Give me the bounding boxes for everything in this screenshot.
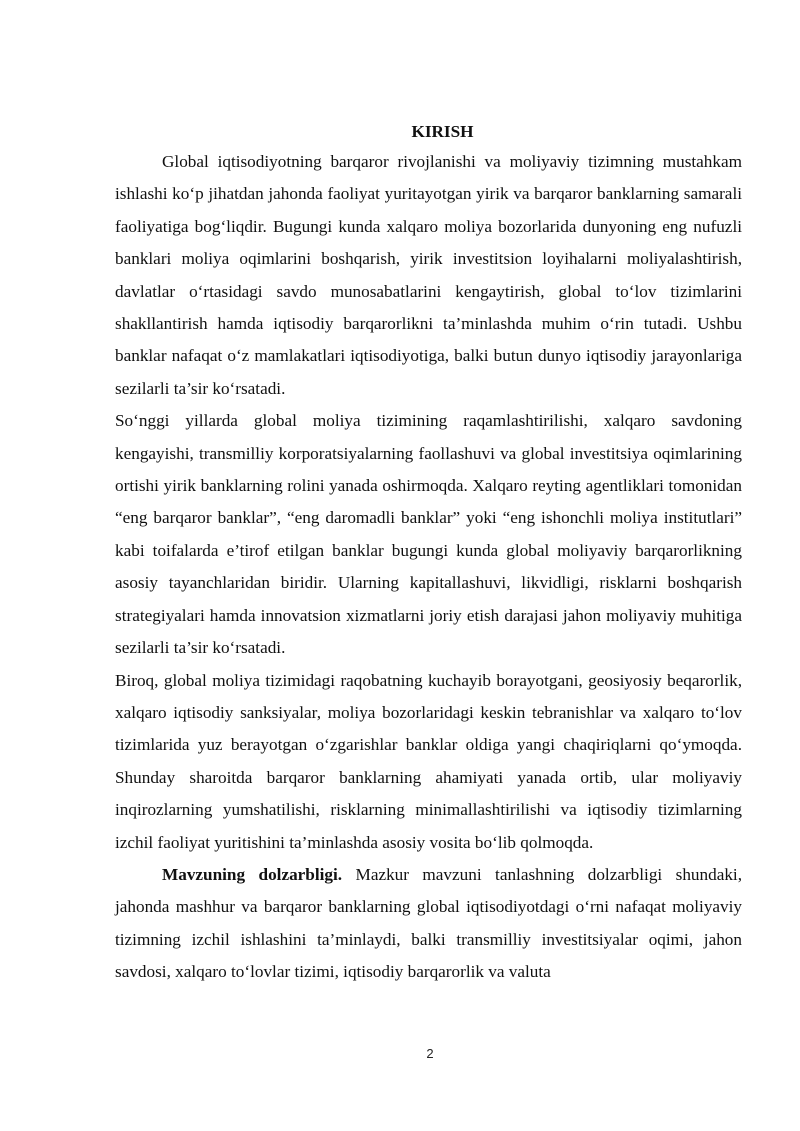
relevance-lead: Mavzuning dolzarbligi. (162, 864, 343, 884)
paragraph-recent-years: So‘nggi yillarda global moliya tizimining raqamlashtirilishi, xalqaro savdoning kengayishi, transmilliy korporatsiyalarning faollashuvi va global investitsiya oqimlarining ortishi yirik banklarning rolini yanada oshirmoqda. Xalqaro reyting agentliklari tomonidan “eng barqaror banklar”, “eng daromadli banklar” yoki “eng ishonchli moliya institutlari” kabi toifalarda e’tirof etilgan banklar bugungi kunda global moliyaviy barqarorlikning asosiy tayanchlaridan biridir. Ularning kapitallashuvi, likvidligi, risklarni boshqarish strategiyalari hamda innovatsion xizmatlarni joriy etish darajasi jahon moliyaviy muhitiga sezilarli ta’sir ko‘rsatadi. (115, 411, 742, 658)
document-body (115, 118, 742, 989)
paragraph-relevance (115, 859, 742, 989)
section-heading: KIRISH (411, 122, 474, 141)
paragraph-intro: Global iqtisodiyotning barqaror rivojlanishi va moliyaviy tizimning mustahkam ishlashi ko‘p jihatdan jahonda faoliyat yuritayotgan yirik va barqaror banklarning samarali faoliyatiga bog‘liqdir. Bugungi kunda xalqaro moliya bozorlarida dunyoning eng nufuzli banklari moliya oqimlarini boshqarish, yirik investitsion loyihalarni moliyalashtirish, davlatlar o‘rtasidagi savdo munosabatlarini kengaytirish, global to‘lov tizimlarini shakllantirish hamda iqtisodiy barqarorlikni ta’minlashda muhim o‘rin tutadi. Ushbu banklar nafaqat o‘z mamlakatlari iqtisodiyotiga, balki butun dunyo iqtisodiy jarayonlariga sezilarli ta’sir ko‘rsatadi. (115, 152, 742, 398)
relevance-text: Mazkur mavzuni tanlashning dolzarbligi shundaki, jahonda mashhur va barqaror banklarning global iqtisodiyotdagi o‘rni nafaqat moliyaviy tizimning izchil ishlashini ta’minlaydi, balki transmilliy investitsiyalar oqimi, jahon savdosi, xalqaro to‘lovlar tizimi, iqtisodiy barqarorlik va valuta (115, 864, 742, 982)
page-number: 2 (426, 1046, 434, 1061)
paragraph-challenges: Biroq, global moliya tizimidagi raqobatning kuchayib borayotgani, geosiyosiy beqarorlik, xalqaro iqtisodiy sanksiyalar, moliya bozorlaridagi keskin tebranishlar va xalqaro to‘lov tizimlarida yuz berayotgan o‘zgarishlar banklar oldiga yangi chaqiriqlarni qo‘ymoqda. Shunday sharoitda barqaror banklarning ahamiyati yanada ortib, ular moliyaviy inqirozlarning yumshatilishi, risklarning minimallashtirilishi va iqtisodiy tizimlarning izchil faoliyat yuritishini ta’minlashda asosiy vosita bo‘lib qolmoqda. (115, 670, 742, 852)
